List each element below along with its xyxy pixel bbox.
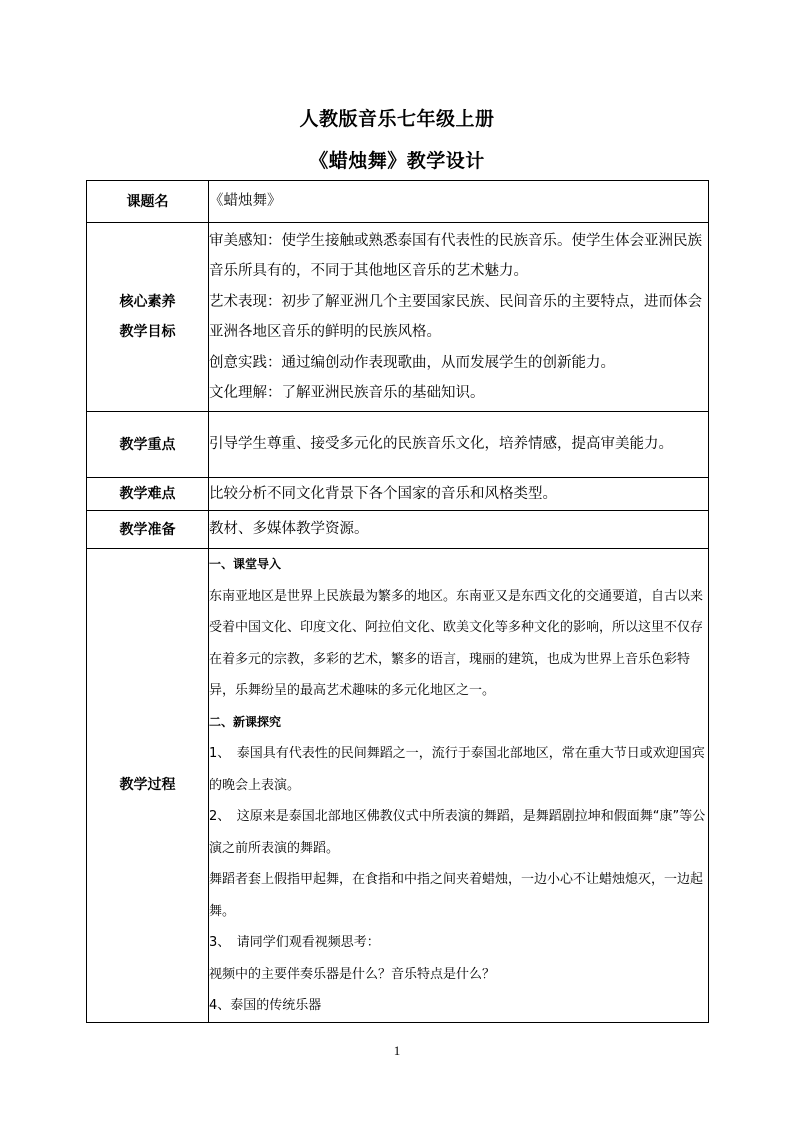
difficulties-value: 比较分析不同文化背景下各个国家的音乐和风格类型。 — [209, 478, 709, 511]
topic-label: 课题名 — [87, 181, 209, 223]
process-paragraph: 3、 请同学们观看视频思考： — [209, 935, 380, 950]
process-paragraph: 东南亚地区是世界上民族最为繁多的地区。东南亚又是东西文化的交通要道，自古以来受着中国文化、印度文化、阿拉伯文化、欧美文化等多种文化的影响，所以这里不仅存在着多元的宗教，多彩的艺术，繁多的语言，瑰丽的建筑，也成为世界上音乐色彩特异，乐舞纷呈的最高艺术趣味的多元化地区之一。 — [209, 588, 704, 698]
preparation-value: 教材、多媒体教学资源。 — [209, 511, 709, 549]
process-paragraph: 1、 泰国具有代表性的民间舞蹈之一，流行于泰国北部地区，常在重大节日或欢迎国宾的晚会上表演。 — [209, 746, 705, 793]
process-paragraph: 舞蹈者套上假指甲起舞，在食指和中指之间夹着蜡烛，一边小心不让蜡烛熄灭，一边起舞。 — [209, 872, 704, 919]
goals-content — [209, 223, 709, 412]
document-title: 人教版音乐七年级上册 — [299, 108, 495, 130]
key-points-value: 引导学生尊重、接受多元化的民族音乐文化，培养情感，提高审美能力。 — [209, 412, 709, 478]
table-row-topic — [87, 181, 709, 223]
process-paragraph: 视频中的主要伴奏乐器是什么？音乐特点是什么？ — [209, 966, 496, 982]
process-content — [209, 549, 709, 1023]
preparation-label: 教学准备 — [87, 511, 209, 549]
page-number: 1 — [393, 1043, 401, 1058]
table-row-process — [87, 549, 709, 1023]
goal-creative: 创意实践：通过编创动作表现歌曲，从而发展学生的创新能力。 — [209, 354, 615, 371]
topic-value: 《蜡烛舞》 — [209, 181, 709, 223]
process-paragraph: 2、 这原来是泰国北部地区佛教仪式中所表演的舞蹈，是舞蹈剧拉坤和假面舞“康”等公演之前所表演的舞蹈。 — [209, 809, 706, 856]
section-heading-intro: 一、课堂导入 — [209, 557, 282, 571]
section-heading-explore: 二、新课探究 — [209, 714, 282, 729]
lesson-plan-table — [86, 180, 709, 1023]
goal-culture: 文化理解：了解亚洲民族音乐的基础知识。 — [209, 385, 485, 401]
table-row-goals — [87, 223, 709, 412]
document-subtitle: 《蜡烛舞》教学设计 — [309, 150, 485, 172]
goals-label-line2: 教学目标 — [119, 324, 176, 340]
goals-label-line1: 核心素养 — [119, 294, 176, 310]
process-label: 教学过程 — [87, 549, 209, 1023]
goal-expression: 艺术表现：初步了解亚洲几个主要国家民族、民间音乐的主要特点，进而体会亚洲各地区音乐的鲜明的民族风格。 — [209, 293, 702, 340]
table-row-preparation — [87, 511, 709, 549]
difficulties-label: 教学难点 — [87, 478, 209, 511]
key-points-label: 教学重点 — [87, 412, 209, 478]
table-row-key-points — [87, 412, 709, 478]
table-row-difficulties — [87, 478, 709, 511]
goals-label — [87, 223, 209, 412]
process-paragraph: 4、泰国的传统乐器 — [209, 998, 322, 1013]
goal-aesthetic: 审美感知：使学生接触或熟悉泰国有代表性的民族音乐。使学生体会亚洲民族音乐所具有的，不同于其他地区音乐的艺术魅力。 — [209, 232, 702, 279]
